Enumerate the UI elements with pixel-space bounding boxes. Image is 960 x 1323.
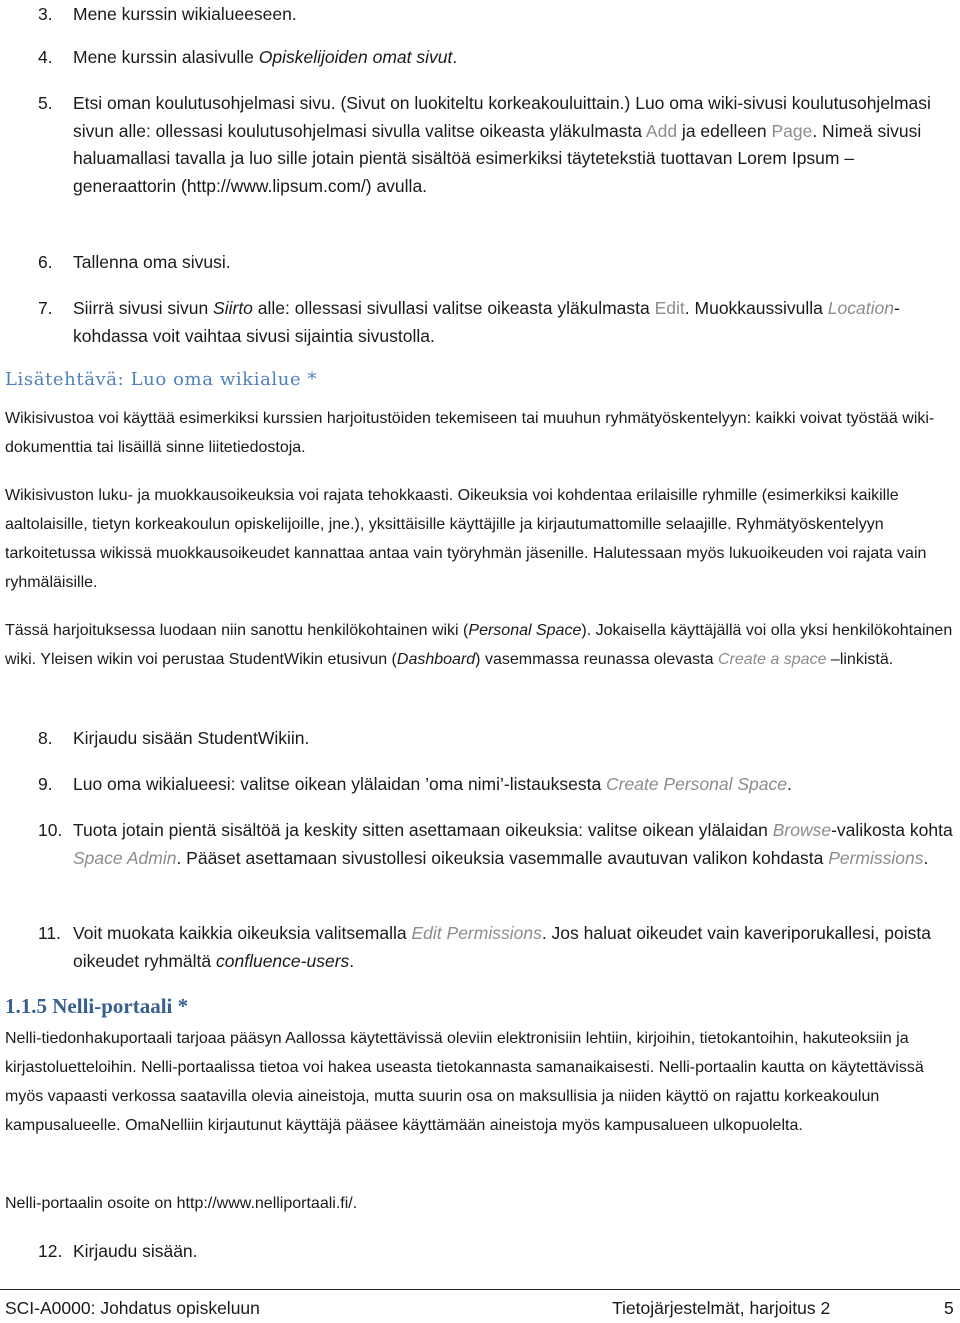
ui-term: Create a space bbox=[717, 651, 827, 668]
list-text: Tuota jotain pientä sisältöä ja keskity sitten asettamaan oikeuksia: valitse oikean ylälaidan Browse-valikosta kohta Space Admin. Pääset asettamaan sivustollesi oikeuksia vasemmalle avautuvan valikon kohdasta Permissions. bbox=[73, 820, 953, 868]
list-text: Siirrä sivusi sivun Siirto alle: ollessasi sivullasi valitse oikeasta yläkulmasta Edit. Muokkaussivulla Location-kohdassa voit vaihtaa sivusi sijaintia sivustolla. bbox=[73, 298, 900, 346]
page-footer bbox=[0, 1289, 960, 1323]
list-text: Mene kurssin alasivulle Opiskelijoiden omat sivut. bbox=[73, 47, 458, 67]
paragraph: Wikisivustoa voi käyttää esimerkiksi kurssien harjoitustöiden tekemiseen tai muuhun ryhmätyöskentelyyn: kaikki voivat työstää wiki-dokumenttia tai lisäillä sinne liitetiedostoja. bbox=[5, 410, 935, 456]
list-number: 4. bbox=[38, 47, 53, 67]
list-item bbox=[38, 90, 954, 200]
list-number: 7. bbox=[38, 298, 53, 318]
ui-term: Permissions bbox=[828, 847, 924, 868]
list-item bbox=[38, 1, 954, 29]
list-number: 3. bbox=[38, 4, 53, 24]
ui-term: Edit Permissions bbox=[411, 923, 542, 943]
list-text: Mene kurssin wikialueeseen. bbox=[73, 4, 297, 24]
paragraph: Nelli-portaalin osoite on http://www.nelliportaali.fi/. bbox=[5, 1195, 358, 1212]
list-text: Tallenna oma sivusi. bbox=[73, 252, 231, 272]
list-number: 6. bbox=[38, 252, 53, 272]
list-text: Kirjaudu sisään StudentWikiin. bbox=[73, 728, 310, 748]
ui-term: Browse bbox=[772, 820, 832, 840]
ui-term: Create Personal Space bbox=[606, 774, 787, 794]
list-number: 12. bbox=[38, 1241, 63, 1261]
ui-term: Location bbox=[827, 298, 894, 318]
list-item bbox=[38, 295, 954, 350]
paragraph: Wikisivuston luku- ja muokkausoikeuksia voi rajata tehokkaasti. Oikeuksia voi kohdentaa erilaisille ryhmille (esimerkiksi kaikille aaltolaisille, tietyn korkeakoulun opiskelijoille, jne.), yksittäisille käyttäjille ja kirjautumattomille selaajille. Ryhmätyöskentelyyn tarkoitetussa wikissä muokkausoikeudet kannattaa antaa vain työryhmän jäsenille. Halutessaan myös lukuoikeuden voi rajata vain ryhmäläisille. bbox=[5, 487, 927, 591]
ui-term: Add bbox=[645, 120, 678, 141]
ui-term: Edit bbox=[654, 298, 685, 318]
ui-term: Page bbox=[771, 120, 813, 141]
list-item bbox=[38, 249, 954, 277]
page-number: 5 bbox=[944, 1298, 954, 1318]
list-number: 5. bbox=[38, 93, 53, 113]
list-text: Etsi oman koulutusohjelmasi sivu. (Sivut on luokiteltu korkeakouluittain.) Luo oma wiki-sivusi koulutusohjelmasi sivun alle: ollessasi koulutusohjelmasi sivulla valitse oikeasta yläkulmasta Add ja edelleen Page. Nimeä sivusi haluamallasi tavalla ja luo sille jotain pientä sisältöä esimerkiksi täytetekstiä tuottavan Lorem Ipsum –generaattorin (http://www.lipsum.com/) avulla. bbox=[73, 93, 931, 196]
section-heading: Lisätehtävä: Luo oma wikialue * bbox=[5, 369, 318, 390]
ui-term: Space Admin bbox=[73, 847, 177, 868]
list-number: 11. bbox=[38, 923, 62, 943]
list-item bbox=[38, 920, 954, 975]
list-item bbox=[38, 771, 954, 799]
list-number: 10. bbox=[38, 820, 63, 840]
section-heading: 1.1.5 Nelli-portaali * bbox=[5, 994, 189, 1018]
list-text: Luo oma wikialueesi: valitse oikean ylälaidan ’oma nimi’-listauksesta Create Personal Space. bbox=[73, 774, 792, 794]
list-number: 9. bbox=[38, 774, 53, 794]
list-item bbox=[38, 1238, 954, 1266]
footer-title: Tietojärjestelmät, harjoitus 2 bbox=[612, 1298, 831, 1318]
list-item bbox=[38, 44, 954, 72]
list-item bbox=[38, 817, 954, 872]
paragraph: Tässä harjoituksessa luodaan niin sanottu henkilökohtainen wiki (Personal Space). Jokaisella käyttäjällä voi olla yksi henkilökohtainen wiki. Yleisen wikin voi perustaa StudentWikin etusivun (Dashboard) vasemmassa reunassa olevasta Create a space –linkistä. bbox=[5, 622, 953, 668]
list-text: Kirjaudu sisään. bbox=[73, 1241, 198, 1261]
list-text: Voit muokata kaikkia oikeuksia valitsemalla Edit Permissions. Jos haluat oikeudet vain kaveriporukallesi, poista oikeudet ryhmältä confluence-users. bbox=[73, 923, 931, 971]
list-number: 8. bbox=[38, 728, 53, 748]
footer-course: SCI-A0000: Johdatus opiskeluun bbox=[5, 1298, 260, 1318]
list-item bbox=[38, 725, 954, 753]
paragraph: Nelli-tiedonhakuportaali tarjoaa pääsyn Aallossa käytettävissä oleviin elektronisiin lehtiin, kirjoihin, tietokantoihin, hakuteoksiin ja kirjastoluetteloihin. Nelli-portaalissa tietoa voi hakea useasta tietokannasta samanaikaisesti. Nelli-portaalin kautta on käytettävissä myös vapaasti verkossa saatavilla olevia aineistoja, mutta suurin osa on maksullisia ja niiden käyttö on rajattu korkeakoulun kampusalueelle. OmaNelliin kirjautunut käyttäjä pääsee käyttämään aineistoja myös kampusalueen ulkopuolelta. bbox=[5, 1030, 924, 1134]
